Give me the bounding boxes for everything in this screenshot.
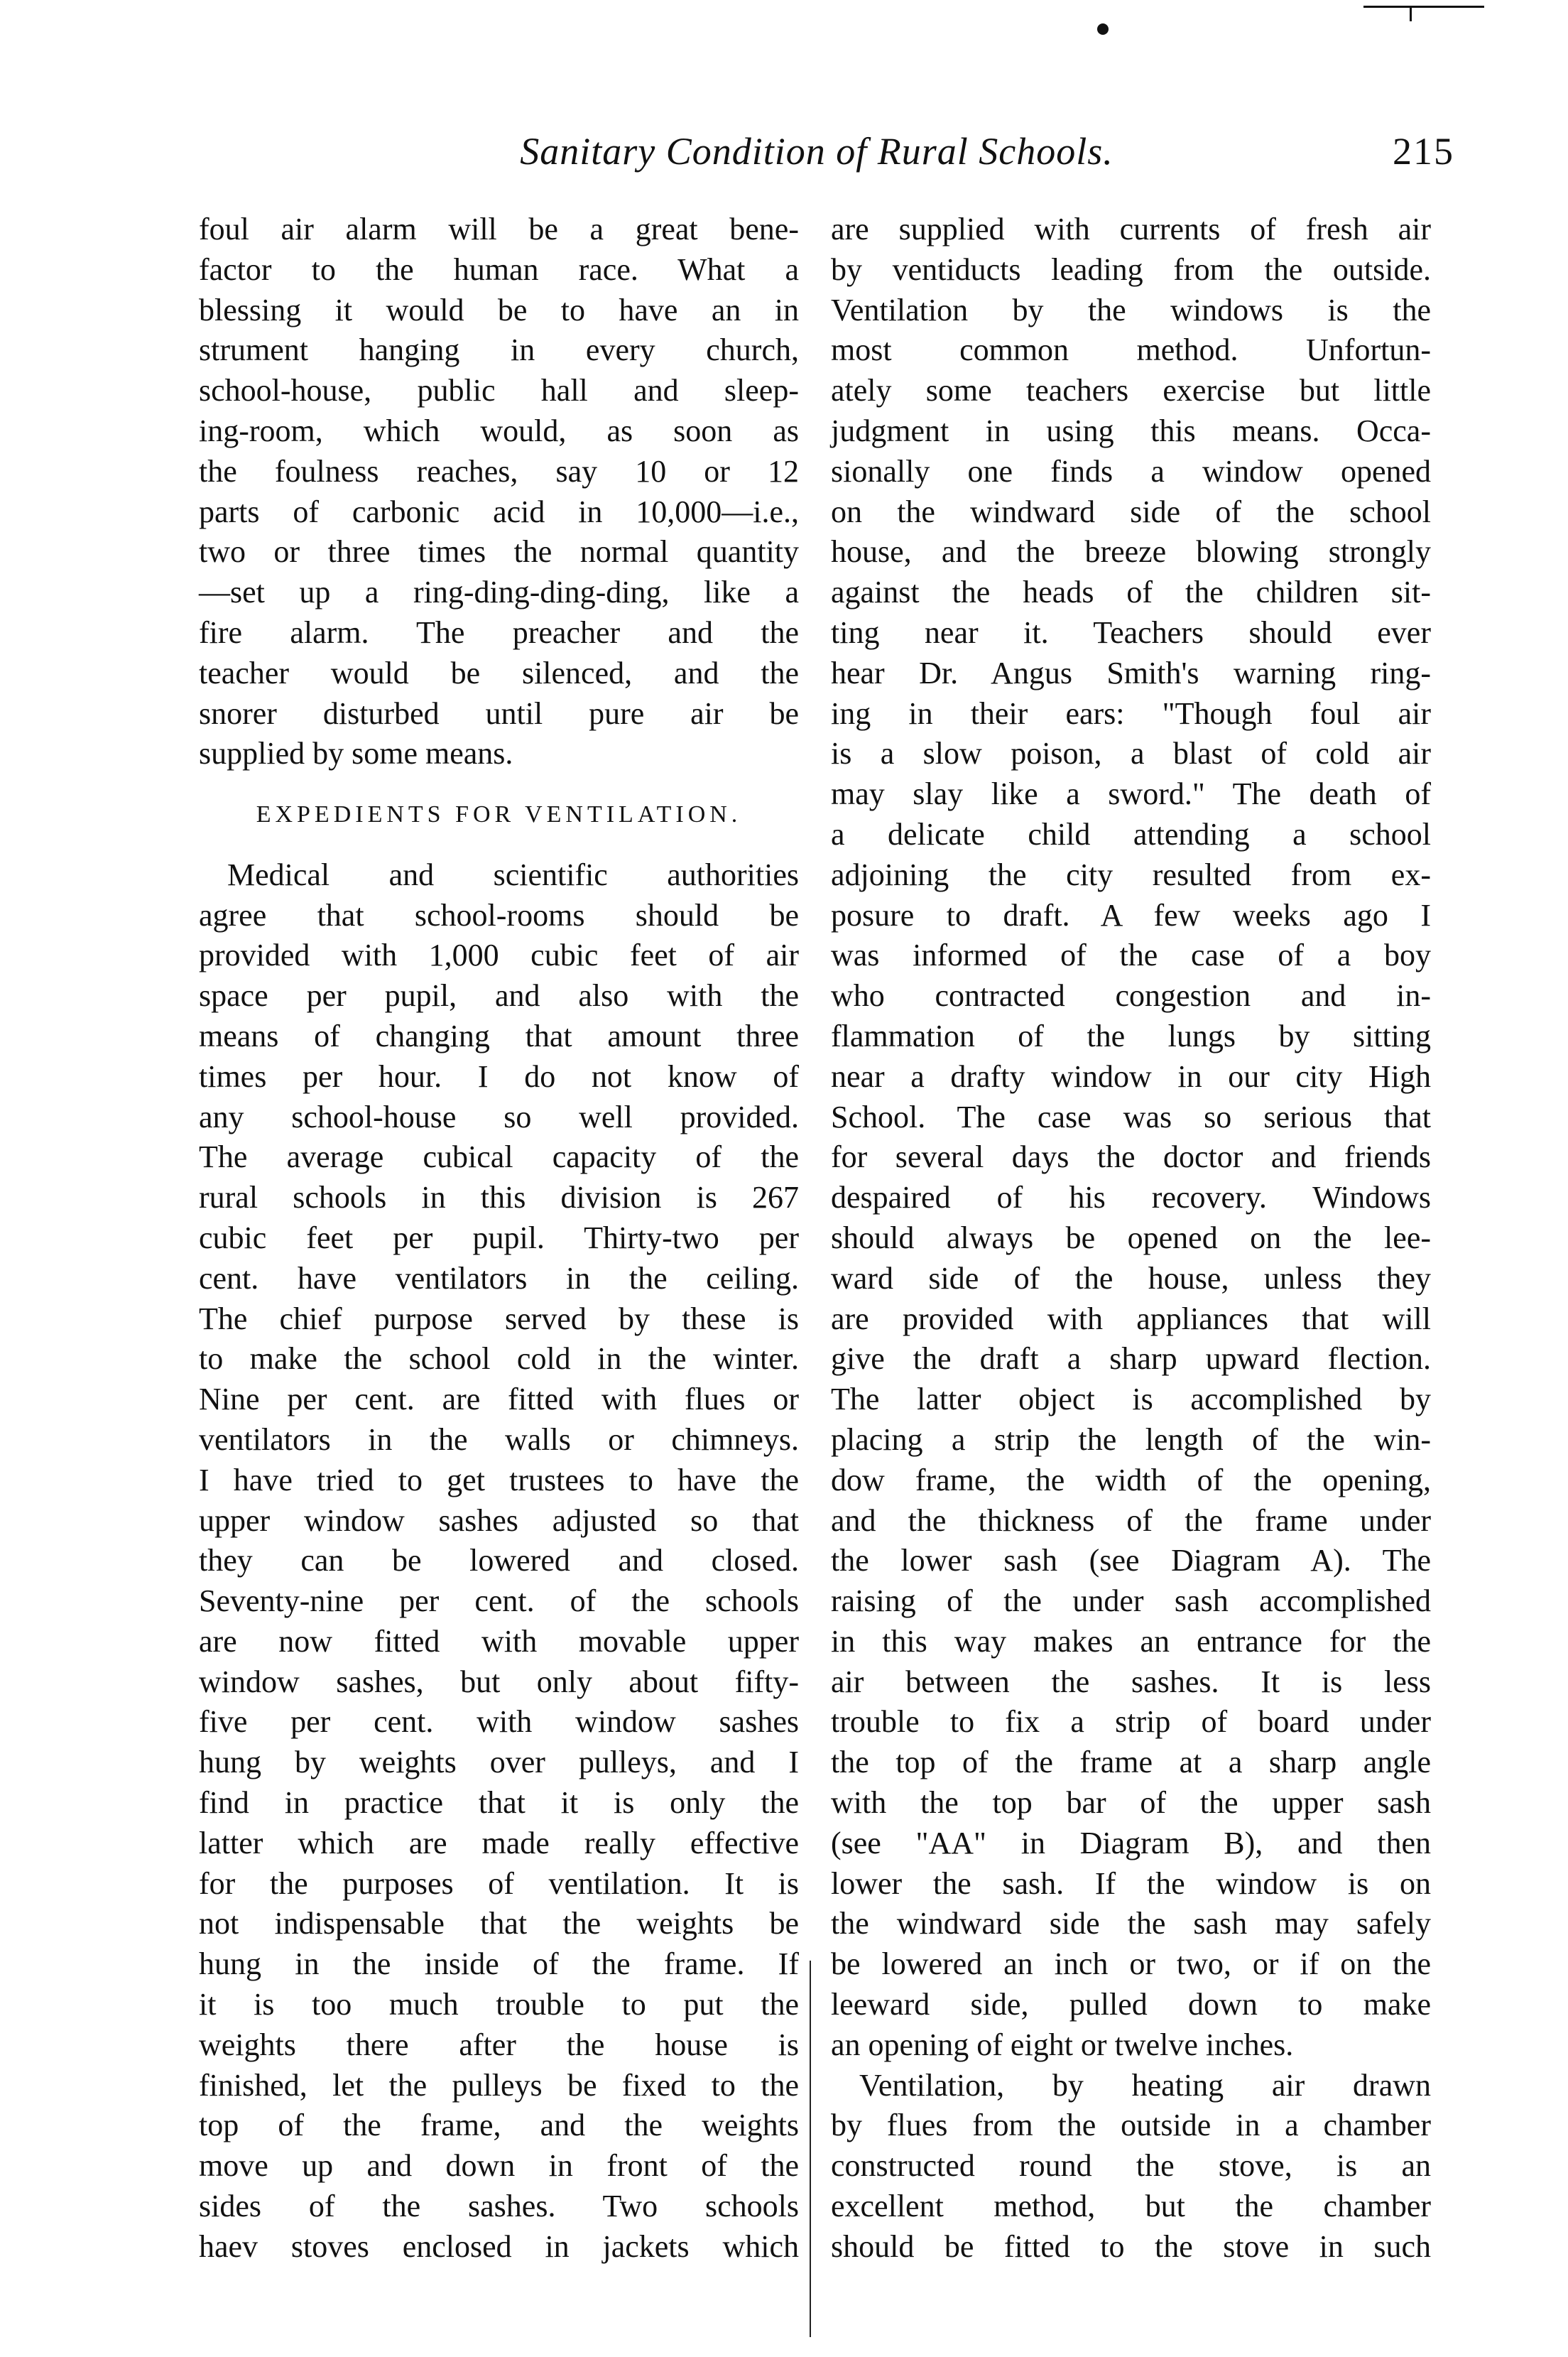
left-paragraph-1: [199, 210, 799, 774]
text-line: trouble to fix a strip of board under: [831, 1704, 1431, 1740]
right-paragraph-2: [831, 2066, 1431, 2267]
text-line: adjoining the city resulted from ex-: [831, 857, 1431, 892]
section-heading: EXPEDIENTS FOR VENTILATION.: [256, 801, 742, 828]
text-line: sionally one finds a window opened: [831, 453, 1431, 489]
text-line: ventilators in the walls or chimneys.: [199, 1421, 799, 1457]
text-line: strument hanging in every church,: [199, 332, 799, 368]
text-line: ing-room, which would, as soon as: [199, 413, 799, 448]
right-paragraph-1: [831, 210, 1431, 2066]
text-line: I have tried to get trustees to have the: [199, 1462, 799, 1497]
text-line: flammation of the lungs by sitting: [831, 1018, 1431, 1053]
text-line: should be fitted to the stove in such: [831, 2228, 1431, 2264]
text-line: to make the school cold in the winter.: [199, 1341, 799, 1377]
text-line: Ventilation, by heating air drawn: [859, 2067, 1431, 2103]
text-line: air between the sashes. It is less: [831, 1664, 1431, 1699]
text-line: hear Dr. Angus Smith's warning ring-: [831, 655, 1431, 690]
text-line: the windward side the sash may safely: [831, 1906, 1431, 1941]
text-line: school-house, public hall and sleep-: [199, 373, 799, 408]
text-line: The average cubical capacity of the: [199, 1139, 799, 1175]
text-line: The latter object is accomplished by: [831, 1382, 1431, 1417]
text-line: hung in the inside of the frame. If: [199, 1946, 799, 1982]
text-line: two or three times the normal quantity: [199, 534, 799, 570]
text-line: they can be lowered and closed.: [199, 1543, 799, 1578]
text-line: means of changing that amount three: [199, 1018, 799, 1053]
text-line: move up and down in front of the: [199, 2148, 799, 2184]
text-line: for the purposes of ventilation. It is: [199, 1865, 799, 1901]
text-line: not indispensable that the weights be: [199, 1906, 799, 1941]
text-line: against the heads of the children sit-: [831, 575, 1431, 610]
text-line: house, and the breeze blowing strongly: [831, 534, 1431, 570]
text-line: provided with 1,000 cubic feet of air: [199, 938, 799, 973]
text-line: constructed round the stove, is an: [831, 2148, 1431, 2184]
left-column: [199, 210, 799, 2267]
text-line: blessing it would be to have an in: [199, 292, 799, 327]
text-line: and the thickness of the frame under: [831, 1502, 1431, 1538]
text-line: agree that school-rooms should be: [199, 897, 799, 933]
text-line: leeward side, pulled down to make: [831, 1987, 1431, 2022]
text-line: despaired of his recovery. Windows: [831, 1180, 1431, 1215]
text-line: haev stoves enclosed in jackets which: [199, 2228, 799, 2264]
text-line: most common method. Unfortun-: [831, 332, 1431, 368]
text-line: may slay like a sword." The death of: [831, 776, 1431, 812]
text-line: judgment in using this means. Occa-: [831, 413, 1431, 448]
text-line: foul air alarm will be a great bene-: [199, 212, 799, 246]
text-line: weights there after the house is: [199, 2027, 799, 2062]
text-line: cubic feet per pupil. Thirty-two per: [199, 1220, 799, 1255]
text-line: are provided with appliances that will: [831, 1301, 1431, 1336]
text-line: ing in their ears: "Though foul air: [831, 695, 1431, 731]
text-line: on the windward side of the school: [831, 494, 1431, 529]
corner-rule-mark: [1363, 6, 1484, 8]
text-line: by ventiducts leading from the outside.: [831, 251, 1431, 287]
text-line: for several days the doctor and friends: [831, 1139, 1431, 1175]
text-line: it is too much trouble to put the: [199, 1987, 799, 2022]
text-line: School. The case was so serious that: [831, 1099, 1431, 1134]
text-line: top of the frame, and the weights: [199, 2108, 799, 2143]
print-dot-mark: [1097, 23, 1109, 35]
text-line: finished, let the pulleys be fixed to the: [199, 2067, 799, 2103]
text-line: the foulness reaches, say 10 or 12: [199, 453, 799, 489]
text-line: snorer disturbed until pure air be: [199, 695, 799, 731]
text-line: times per hour. I do not know of: [199, 1058, 799, 1094]
text-line: any school-house so well provided.: [199, 1099, 799, 1134]
text-line: a delicate child attending a school: [831, 816, 1431, 852]
text-line: window sashes, but only about fifty-: [199, 1664, 799, 1699]
page-number: 215: [1393, 130, 1454, 173]
text-line: find in practice that it is only the: [199, 1785, 799, 1821]
text-line: excellent method, but the chamber: [831, 2189, 1431, 2224]
text-line: fire alarm. The preacher and the: [199, 614, 799, 650]
text-line: ting near it. Teachers should ever: [831, 614, 1431, 650]
text-line: (see "AA" in Diagram B), and then: [831, 1825, 1431, 1860]
text-line: dow frame, the width of the opening,: [831, 1462, 1431, 1497]
text-line: ward side of the house, unless they: [831, 1260, 1431, 1296]
gutter-rule: [810, 1961, 811, 2337]
text-line: ately some teachers exercise but little: [831, 373, 1431, 408]
text-line: teacher would be silenced, and the: [199, 655, 799, 690]
text-line: space per pupil, and also with the: [199, 978, 799, 1014]
text-line: posure to draft. A few weeks ago I: [831, 897, 1431, 933]
text-line: The chief purpose served by these is: [199, 1301, 799, 1336]
text-line: Seventy-nine per cent. of the schools: [199, 1583, 799, 1619]
text-line: with the top bar of the upper sash: [831, 1785, 1431, 1821]
text-line: should always be opened on the lee-: [831, 1220, 1431, 1255]
text-line: parts of carbonic acid in 10,000—i.e.,: [199, 494, 799, 529]
text-line: hung by weights over pulleys, and I: [199, 1745, 799, 1780]
text-line: cent. have ventilators in the ceiling.: [199, 1260, 799, 1296]
text-line: near a drafty window in our city High: [831, 1058, 1431, 1094]
text-line: —set up a ring-ding-ding-ding, like a: [199, 575, 799, 610]
text-line: factor to the human race. What a: [199, 251, 799, 287]
corner-tick-mark: [1410, 6, 1412, 21]
text-line: raising of the under sash accomplished: [831, 1583, 1431, 1619]
text-line: the lower sash (see Diagram A). The: [831, 1543, 1431, 1578]
right-column: [831, 210, 1431, 2267]
text-line: was informed of the case of a boy: [831, 938, 1431, 973]
text-line: supplied by some means.: [199, 736, 513, 771]
text-line: five per cent. with window sashes: [199, 1704, 799, 1740]
text-line: by flues from the outside in a chamber: [831, 2108, 1431, 2143]
text-line: lower the sash. If the window is on: [831, 1865, 1431, 1901]
text-line: in this way makes an entrance for the: [831, 1623, 1431, 1659]
text-line: rural schools in this division is 267: [199, 1180, 799, 1215]
text-line: latter which are made really effective: [199, 1825, 799, 1860]
text-line: is a slow poison, a blast of cold air: [831, 736, 1431, 771]
text-line: are supplied with currents of fresh air: [831, 212, 1431, 246]
text-line: are now fitted with movable upper: [199, 1623, 799, 1659]
running-title: Sanitary Condition of Rural Schools.: [520, 130, 1114, 173]
text-line: Nine per cent. are fitted with flues or: [199, 1382, 799, 1417]
text-line: placing a strip the length of the win-: [831, 1421, 1431, 1457]
left-paragraph-2: [199, 855, 799, 2267]
text-line: give the draft a sharp upward flection.: [831, 1341, 1431, 1377]
text-line: the top of the frame at a sharp angle: [831, 1745, 1431, 1780]
text-line: who contracted congestion and in-: [831, 978, 1431, 1014]
text-line: Medical and scientific authorities: [227, 857, 799, 892]
text-line: sides of the sashes. Two schools: [199, 2189, 799, 2224]
text-line: Ventilation by the windows is the: [831, 292, 1431, 327]
text-line: be lowered an inch or two, or if on the: [831, 1946, 1431, 1982]
text-line: upper window sashes adjusted so that: [199, 1502, 799, 1538]
text-line: an opening of eight or twelve inches.: [831, 2027, 1294, 2062]
